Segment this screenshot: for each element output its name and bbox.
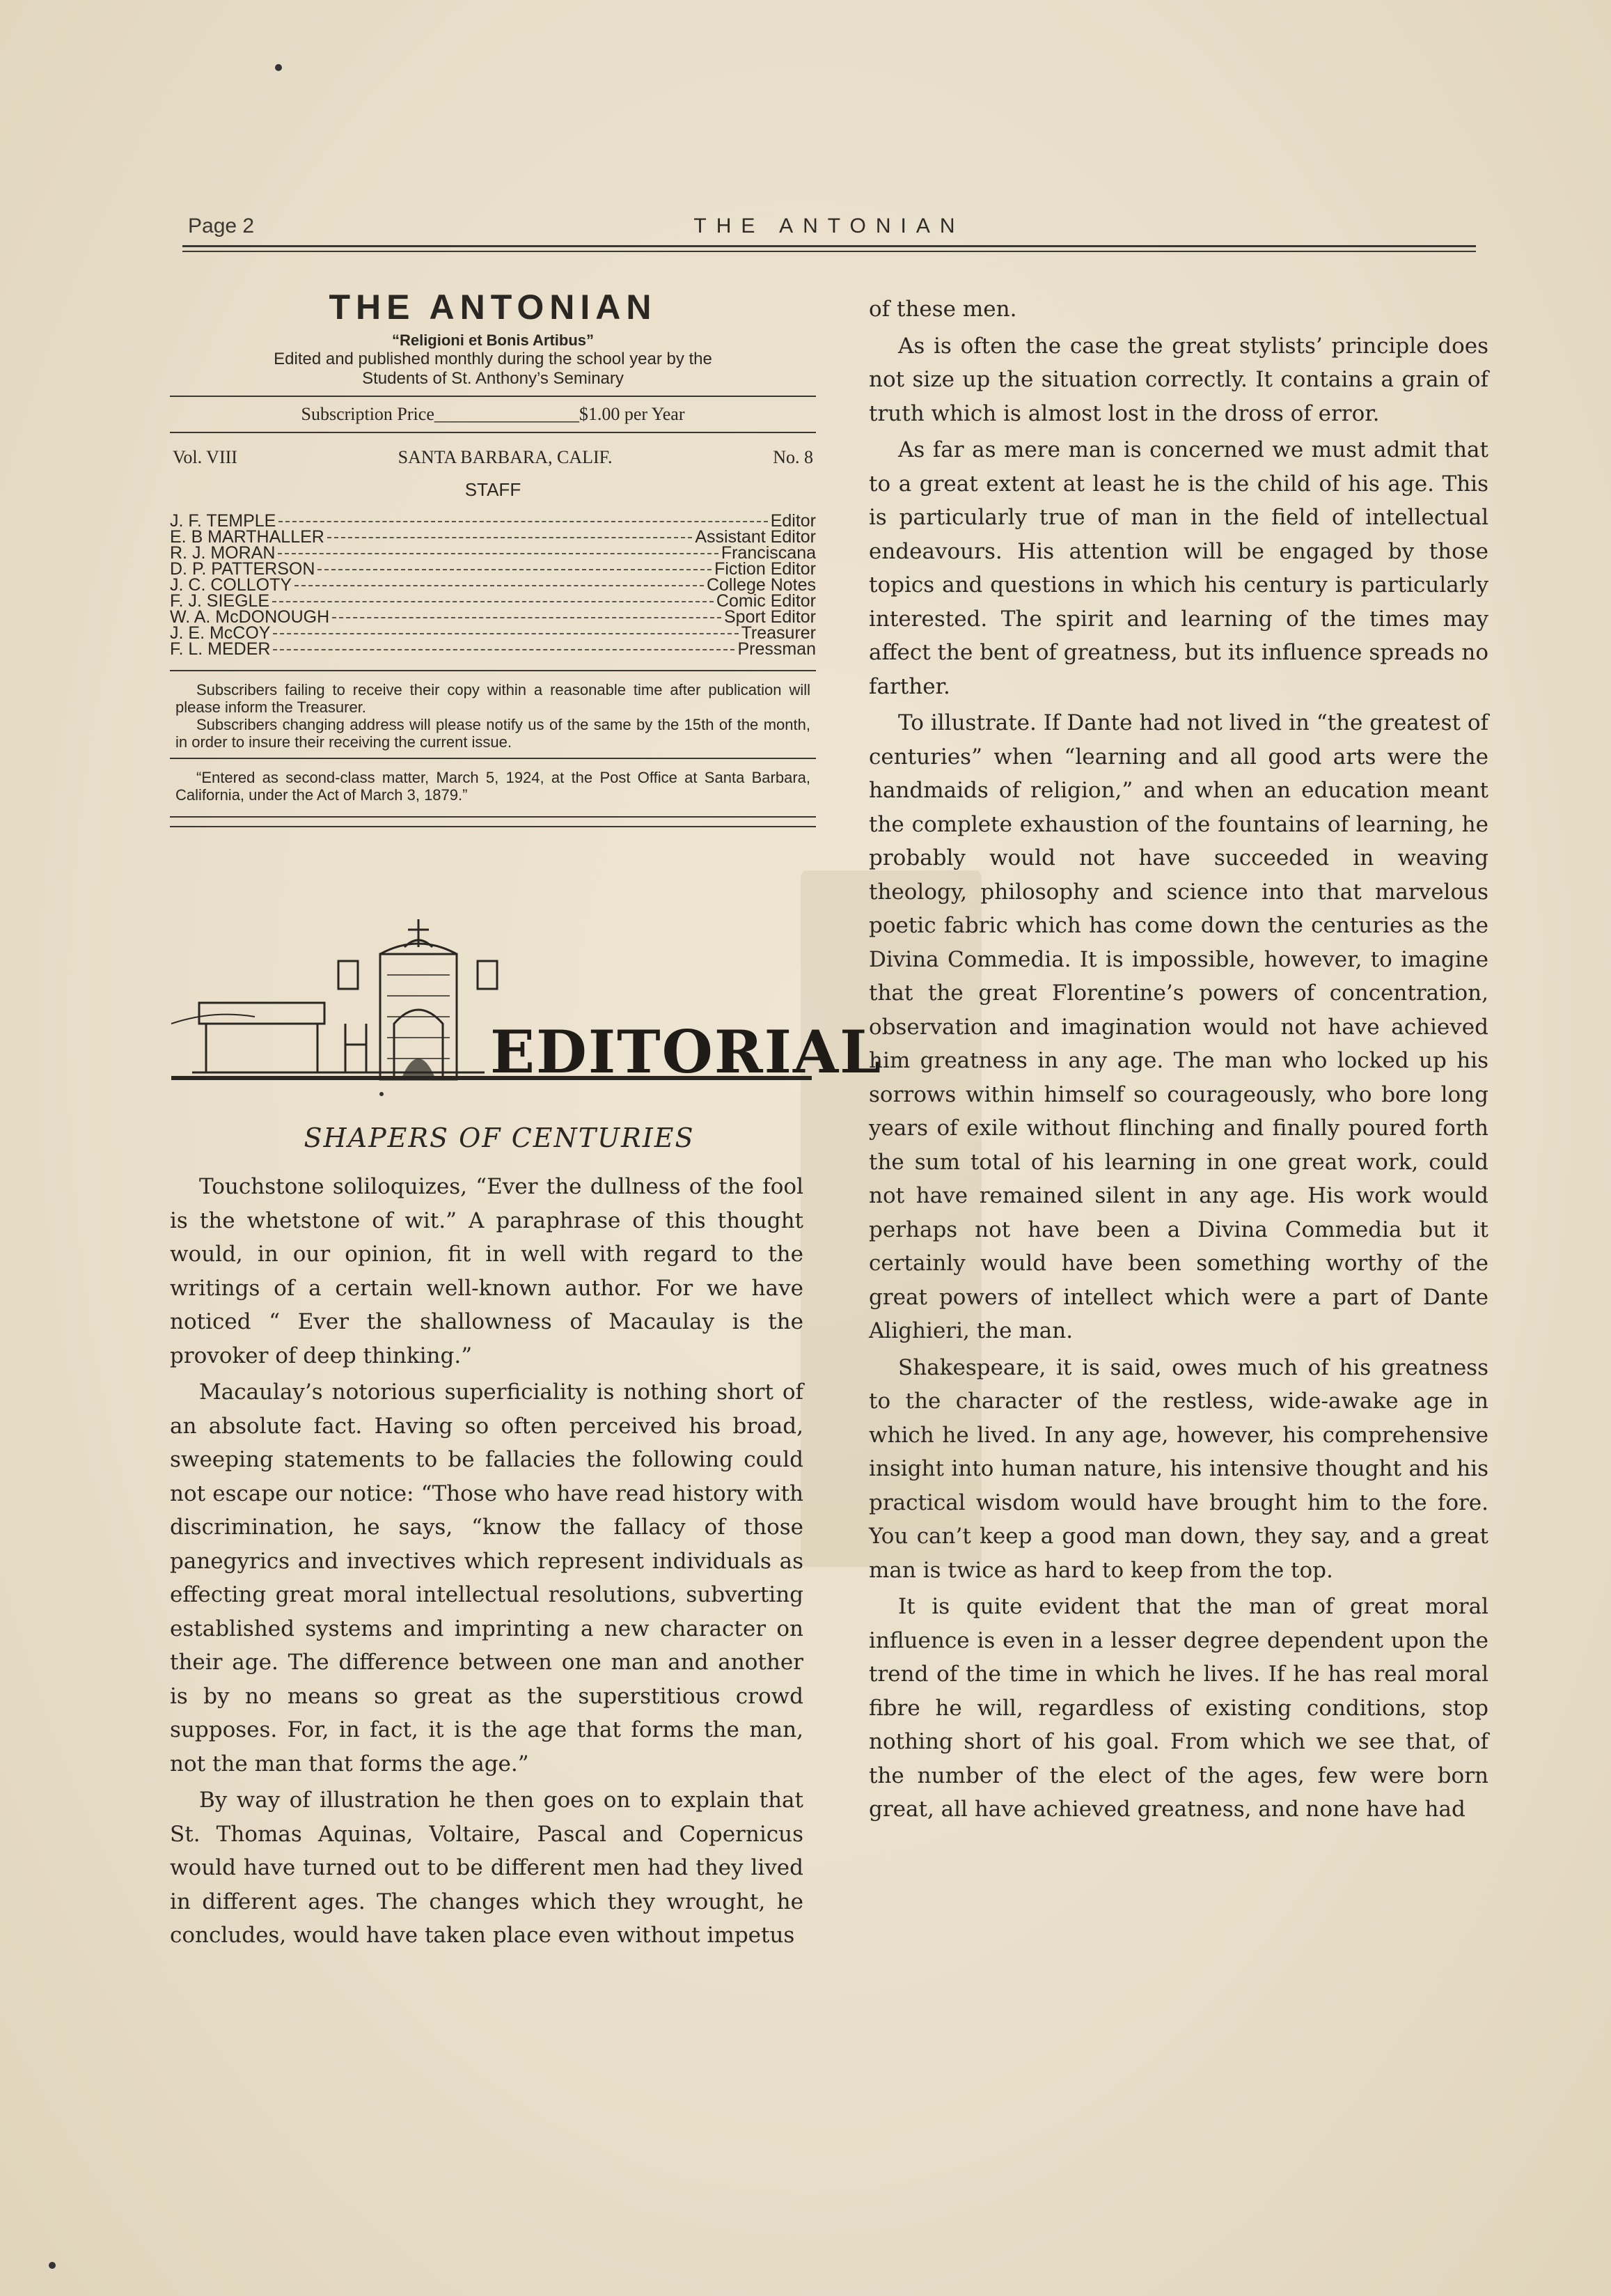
leader-dashes	[327, 537, 692, 538]
running-title: THE ANTONIAN	[693, 214, 965, 237]
divider	[170, 396, 816, 397]
notice-paragraph: Subscribers changing address will please notify us of the same by the 15th of the month, in order to insure their receiving the current issue.	[175, 716, 810, 751]
article-title: SHAPERS OF CENTURIES	[304, 1123, 695, 1153]
staff-role: Assistant Editor	[695, 527, 816, 547]
article-paragraph: Touchstone soliloquizes, “Ever the dullness of the fool is the whetstone of wit.” A paraphrase of this thought would, in our opinion, fit in well with regard to the writings of a certain well-known author. For we have noticed “ Ever the shallowness of Macaulay is the provoker of deep thinking.”	[170, 1174, 803, 1368]
article-paragraph: To illustrate. If Dante had not lived in “the greatest of centuries” when “learning and all good arts were the handmaids of religion,” and when an education meant the complete exhaustion of the fountains of learning, he probably would not have succeeded in weaving theology, philosophy and science into that marvelous poetic fabric which has come down the centuries as the Divina Commedia. It is impossible, however, to imagine that the great Florentine’s powers of concentration, observation and imagination would not have achieved him greatness in any age. The man who locked up his sorrows within himself so courageously, who bore long years of exile without flinching and finally poured forth the sum total of his learning in one great work, could not have remained silent in any age. His work would perhaps not have been a Divina Commedia but it certainly would have been something worthy of the great powers of intellect which were a part of Dante Alighieri, the man.	[869, 710, 1488, 1343]
masthead-publisher-line-2: Students of St. Anthony’s Seminary	[362, 369, 624, 388]
staff-role: Treasurer	[741, 623, 816, 643]
header-rule	[182, 245, 1476, 247]
staff-role: Editor	[770, 511, 816, 531]
staff-role: Sport Editor	[723, 607, 816, 627]
staff-row	[170, 641, 816, 657]
staff-name: J. E. McCOY	[170, 623, 271, 643]
masthead-motto: “Religioni et Bonis Artibus”	[391, 331, 595, 349]
volume-label: Vol. VIII	[173, 447, 237, 467]
staff-heading: STAFF	[464, 479, 521, 500]
staff-name: J. F. TEMPLE	[170, 511, 276, 531]
notice-paragraph: Subscribers failing to receive their copy within a reasonable time after publication will please inform the Treasurer.	[175, 681, 810, 716]
staff-name: F. L. MEDER	[170, 639, 271, 659]
staff-name: R. J. MORAN	[170, 543, 276, 563]
staff-role: Comic Editor	[716, 591, 816, 611]
article-paragraph: of these men.	[869, 297, 1017, 322]
article-paragraph: As is often the case the great stylists’ principle does not size up the situation correctly. It contains a grain of truth which is almost lost in the dross of error.	[869, 333, 1488, 426]
article-paragraph: Macaulay’s notorious superficiality is nothing short of an absolute fact. Having so often perceived his broad, sweeping statements to be fallacies the following could not escape our notice: “Those who have read history with discrimination, he says, “know the fallacy of those panegyrics and invectives which represent individuals as effecting great moral intellectual resolutions, subverting established systems and imprinting a new character on their age. The difference between one man and another is by no means so great as the superstitious crowd supposes. For, in fact, it is the age that forms the man, not the man that forms the age.”	[170, 1380, 803, 1776]
staff-name: J. C. COLLOTY	[170, 575, 292, 595]
staff-name: E. B MARTHALLER	[170, 527, 324, 547]
staff-role: Pressman	[737, 639, 816, 659]
page-number: Page 2	[188, 214, 255, 237]
staff-name: W. A. McDONOUGH	[170, 607, 330, 627]
masthead-title: THE ANTONIAN	[329, 288, 657, 327]
speck	[275, 64, 282, 71]
article-paragraph: Shakespeare, it is said, owes much of his greatness to the character of the restless, wide-awake age in which he lived. In any age, however, his comprehensive insight into human nature, his intensive thought and his practical wisdom would have brought him to the fore. You can’t keep a good man down, they say, and a great man is twice as hard to keep from the top.	[869, 1354, 1488, 1583]
editorial-banner-illustration	[171, 905, 883, 1093]
leader-dashes	[332, 617, 721, 618]
subscription-price: Subscription Price________________$1.00 per Year	[301, 404, 685, 424]
place-label: SANTA BARBARA, CALIF.	[398, 447, 613, 467]
running-header	[182, 214, 1476, 245]
leader-dashes	[278, 521, 767, 522]
banner-word: EDITORIAL	[490, 1017, 883, 1086]
issue-number: No. 8	[773, 447, 813, 467]
leader-dashes	[278, 553, 718, 554]
leader-dashes	[294, 585, 704, 586]
article-paragraph: As far as mere man is concerned we must admit that to a great extent at least he is the child of his age. This is particularly true of man in the field of intellectual endeavours. His attention will be engaged by those topics and questions in which his century is particularly interested. The spirit and learning of the times may affect the bent of greatness, but its influence spreads no farther.	[869, 437, 1488, 699]
masthead-block	[170, 279, 816, 834]
staff-role: Fiction Editor	[714, 559, 816, 579]
volume-row	[170, 447, 816, 468]
article-right-column	[869, 292, 1488, 1829]
article-paragraph: It is quite evident that the man of great moral influence is even in a lesser degree dependent upon the trend of the time in which he lives. If he has real moral fibre he will, regardless of existing conditions, stop nothing short of his goal. From which we see that, of the number of the elect of the ages, few were born great, all have achieved greatness, and none have had	[869, 1594, 1488, 1822]
divider	[170, 816, 816, 818]
divider	[170, 670, 816, 671]
staff-name: D. P. PATTERSON	[170, 559, 315, 579]
speck	[379, 1092, 384, 1096]
leader-dashes	[272, 601, 714, 602]
postal-notice	[170, 769, 816, 804]
subscriber-notice	[170, 681, 816, 751]
header-rule-thin	[182, 251, 1476, 252]
staff-role: College Notes	[706, 575, 816, 595]
staff-role: Franciscana	[721, 543, 816, 563]
staff-list	[170, 513, 816, 657]
divider	[170, 758, 816, 759]
divider	[170, 826, 816, 827]
article-paragraph: By way of illustration he then goes on to explain that St. Thomas Aquinas, Voltaire, Pascal and Copernicus would have turned out to be different men had they lived in different ages. The changes which they wrought, he concludes, would have taken place even without impetus	[170, 1788, 803, 1948]
staff-name: F. J. SIEGLE	[170, 591, 270, 611]
leader-dashes	[273, 633, 738, 634]
notice-paragraph: “Entered as second-class matter, March 5, 1924, at the Post Office at Santa Barbara, California, under the Act of March 3, 1879.”	[175, 769, 810, 804]
speck	[49, 2262, 56, 2269]
leader-dashes	[317, 569, 712, 570]
leader-dashes	[273, 649, 734, 650]
divider	[170, 432, 816, 433]
masthead-publisher-line: Edited and published monthly during the school year by the	[274, 350, 712, 368]
article-left-column	[170, 1170, 803, 1955]
